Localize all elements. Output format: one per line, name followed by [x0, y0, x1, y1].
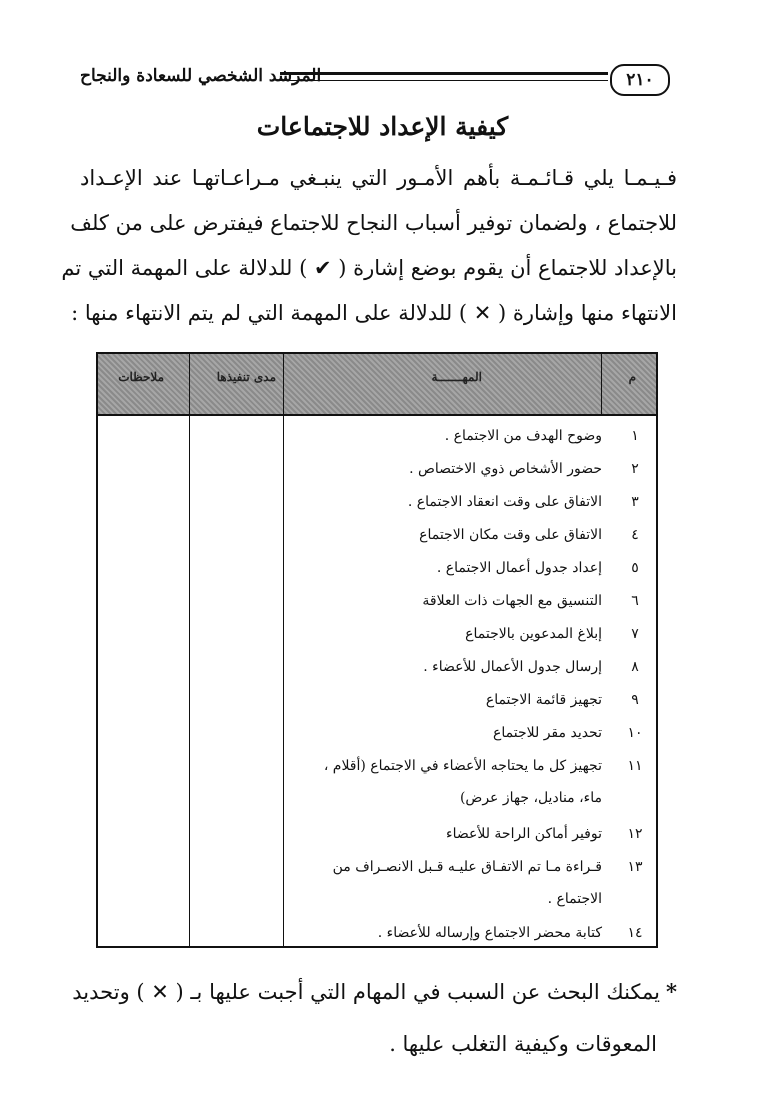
row-task: الاتفاق على وقت مكان الاجتماع	[419, 527, 602, 543]
meeting-preparation-table	[96, 352, 658, 948]
table-body	[98, 414, 656, 946]
running-header-title: المرشد الشخصي للسعادة والنجاح	[80, 66, 322, 86]
page-number: ٢١٠	[610, 64, 670, 96]
row-number: ١٣	[627, 859, 643, 875]
header-task: المهـــــــة	[431, 370, 482, 384]
row-task: وضوح الهدف من الاجتماع .	[444, 428, 602, 444]
header-notes: ملاحظات	[118, 370, 164, 384]
table-row	[96, 655, 656, 687]
footer-note-line: المعوقات وكيفية التغلب عليها .	[389, 1032, 657, 1056]
bullet-star: *	[666, 979, 677, 1004]
table-row	[96, 855, 656, 919]
intro-line: الانتهاء منها وإشارة ( ✕ ) للدلالة على المهمة التي لم يتم الانتهاء منها :	[71, 301, 677, 325]
intro-line: بالإعداد للاجتماع أن يقوم بوضع إشارة ( ✔ ) للدلالة على المهمة التي تم	[61, 256, 677, 280]
row-number: ٢	[631, 461, 639, 477]
row-number: ٣	[631, 494, 639, 510]
header-number: م	[628, 370, 636, 384]
row-number: ١٢	[627, 826, 643, 842]
table-row	[96, 921, 656, 953]
row-number: ١١	[627, 758, 643, 774]
row-task: تجهيز كل ما يحتاجه الأعضاء في الاجتماع (أقلام ،	[323, 758, 602, 774]
row-task: إعداد جدول أعمال الاجتماع .	[436, 560, 602, 576]
row-number: ٩	[631, 692, 639, 708]
row-number: ٥	[631, 560, 639, 576]
row-task: تحديد مقر للاجتماع	[493, 725, 602, 741]
page-title: كيفية الإعداد للاجتماعات	[256, 112, 509, 141]
row-task-continued: الاجتماع .	[547, 891, 602, 907]
row-task-continued: ماء، مناديل، جهاز عرض)	[459, 790, 602, 806]
row-task: التنسيق مع الجهات ذات العلاقة	[422, 593, 602, 609]
row-number: ١٤	[627, 925, 643, 941]
row-number: ٧	[631, 626, 639, 642]
table-row	[96, 523, 656, 555]
row-task: إرسال جدول الأعمال للأعضاء .	[423, 659, 602, 675]
header-rule	[280, 72, 608, 81]
table-row	[96, 457, 656, 489]
footer-note	[72, 966, 677, 1070]
table-header	[98, 354, 656, 416]
intro-paragraph	[61, 156, 677, 336]
footer-note-line	[72, 966, 677, 1018]
row-task: حضور الأشخاص ذوي الاختصاص .	[409, 461, 602, 477]
row-task: قـراءة مـا تم الاتفـاق عليـه قـبل الانصـراف من	[332, 859, 602, 875]
table-row	[96, 688, 656, 720]
row-task: إبلاغ المدعوين بالاجتماع	[465, 626, 602, 642]
row-task: تجهيز قائمة الاجتماع	[485, 692, 602, 708]
table-row	[96, 622, 656, 654]
table-row	[96, 721, 656, 753]
header-execution: مدى تنفيذها	[216, 370, 276, 384]
table-row	[96, 424, 656, 456]
intro-line: فـيـمـا يلي قـائـمـة بأهم الأمـور التي ينبـغي مـراعـاتهـا عند الإعـداد	[80, 166, 677, 190]
footer-note-text: يمكنك البحث عن السبب في المهام التي أجبت عليها بـ ( ✕ ) وتحديد	[72, 980, 661, 1004]
table-row	[96, 754, 656, 818]
table-row	[96, 822, 656, 854]
table-row	[96, 556, 656, 588]
row-task: كتابة محضر الاجتماع وإرساله للأعضاء .	[377, 925, 602, 941]
table-row	[96, 490, 656, 522]
row-number: ١	[631, 428, 639, 444]
row-number: ٦	[631, 593, 639, 609]
table-row	[96, 589, 656, 621]
row-task: توفير أماكن الراحة للأعضاء	[446, 826, 602, 842]
row-number: ١٠	[627, 725, 643, 741]
running-header	[80, 64, 670, 98]
row-number: ٨	[631, 659, 639, 675]
column-divider	[601, 354, 602, 414]
row-task: الاتفاق على وقت انعقاد الاجتماع .	[407, 494, 602, 510]
row-number: ٤	[631, 527, 639, 543]
intro-line: للاجتماع ، ولضمان توفير أسباب النجاح للاجتماع فيفترض على من كلف	[70, 211, 677, 235]
